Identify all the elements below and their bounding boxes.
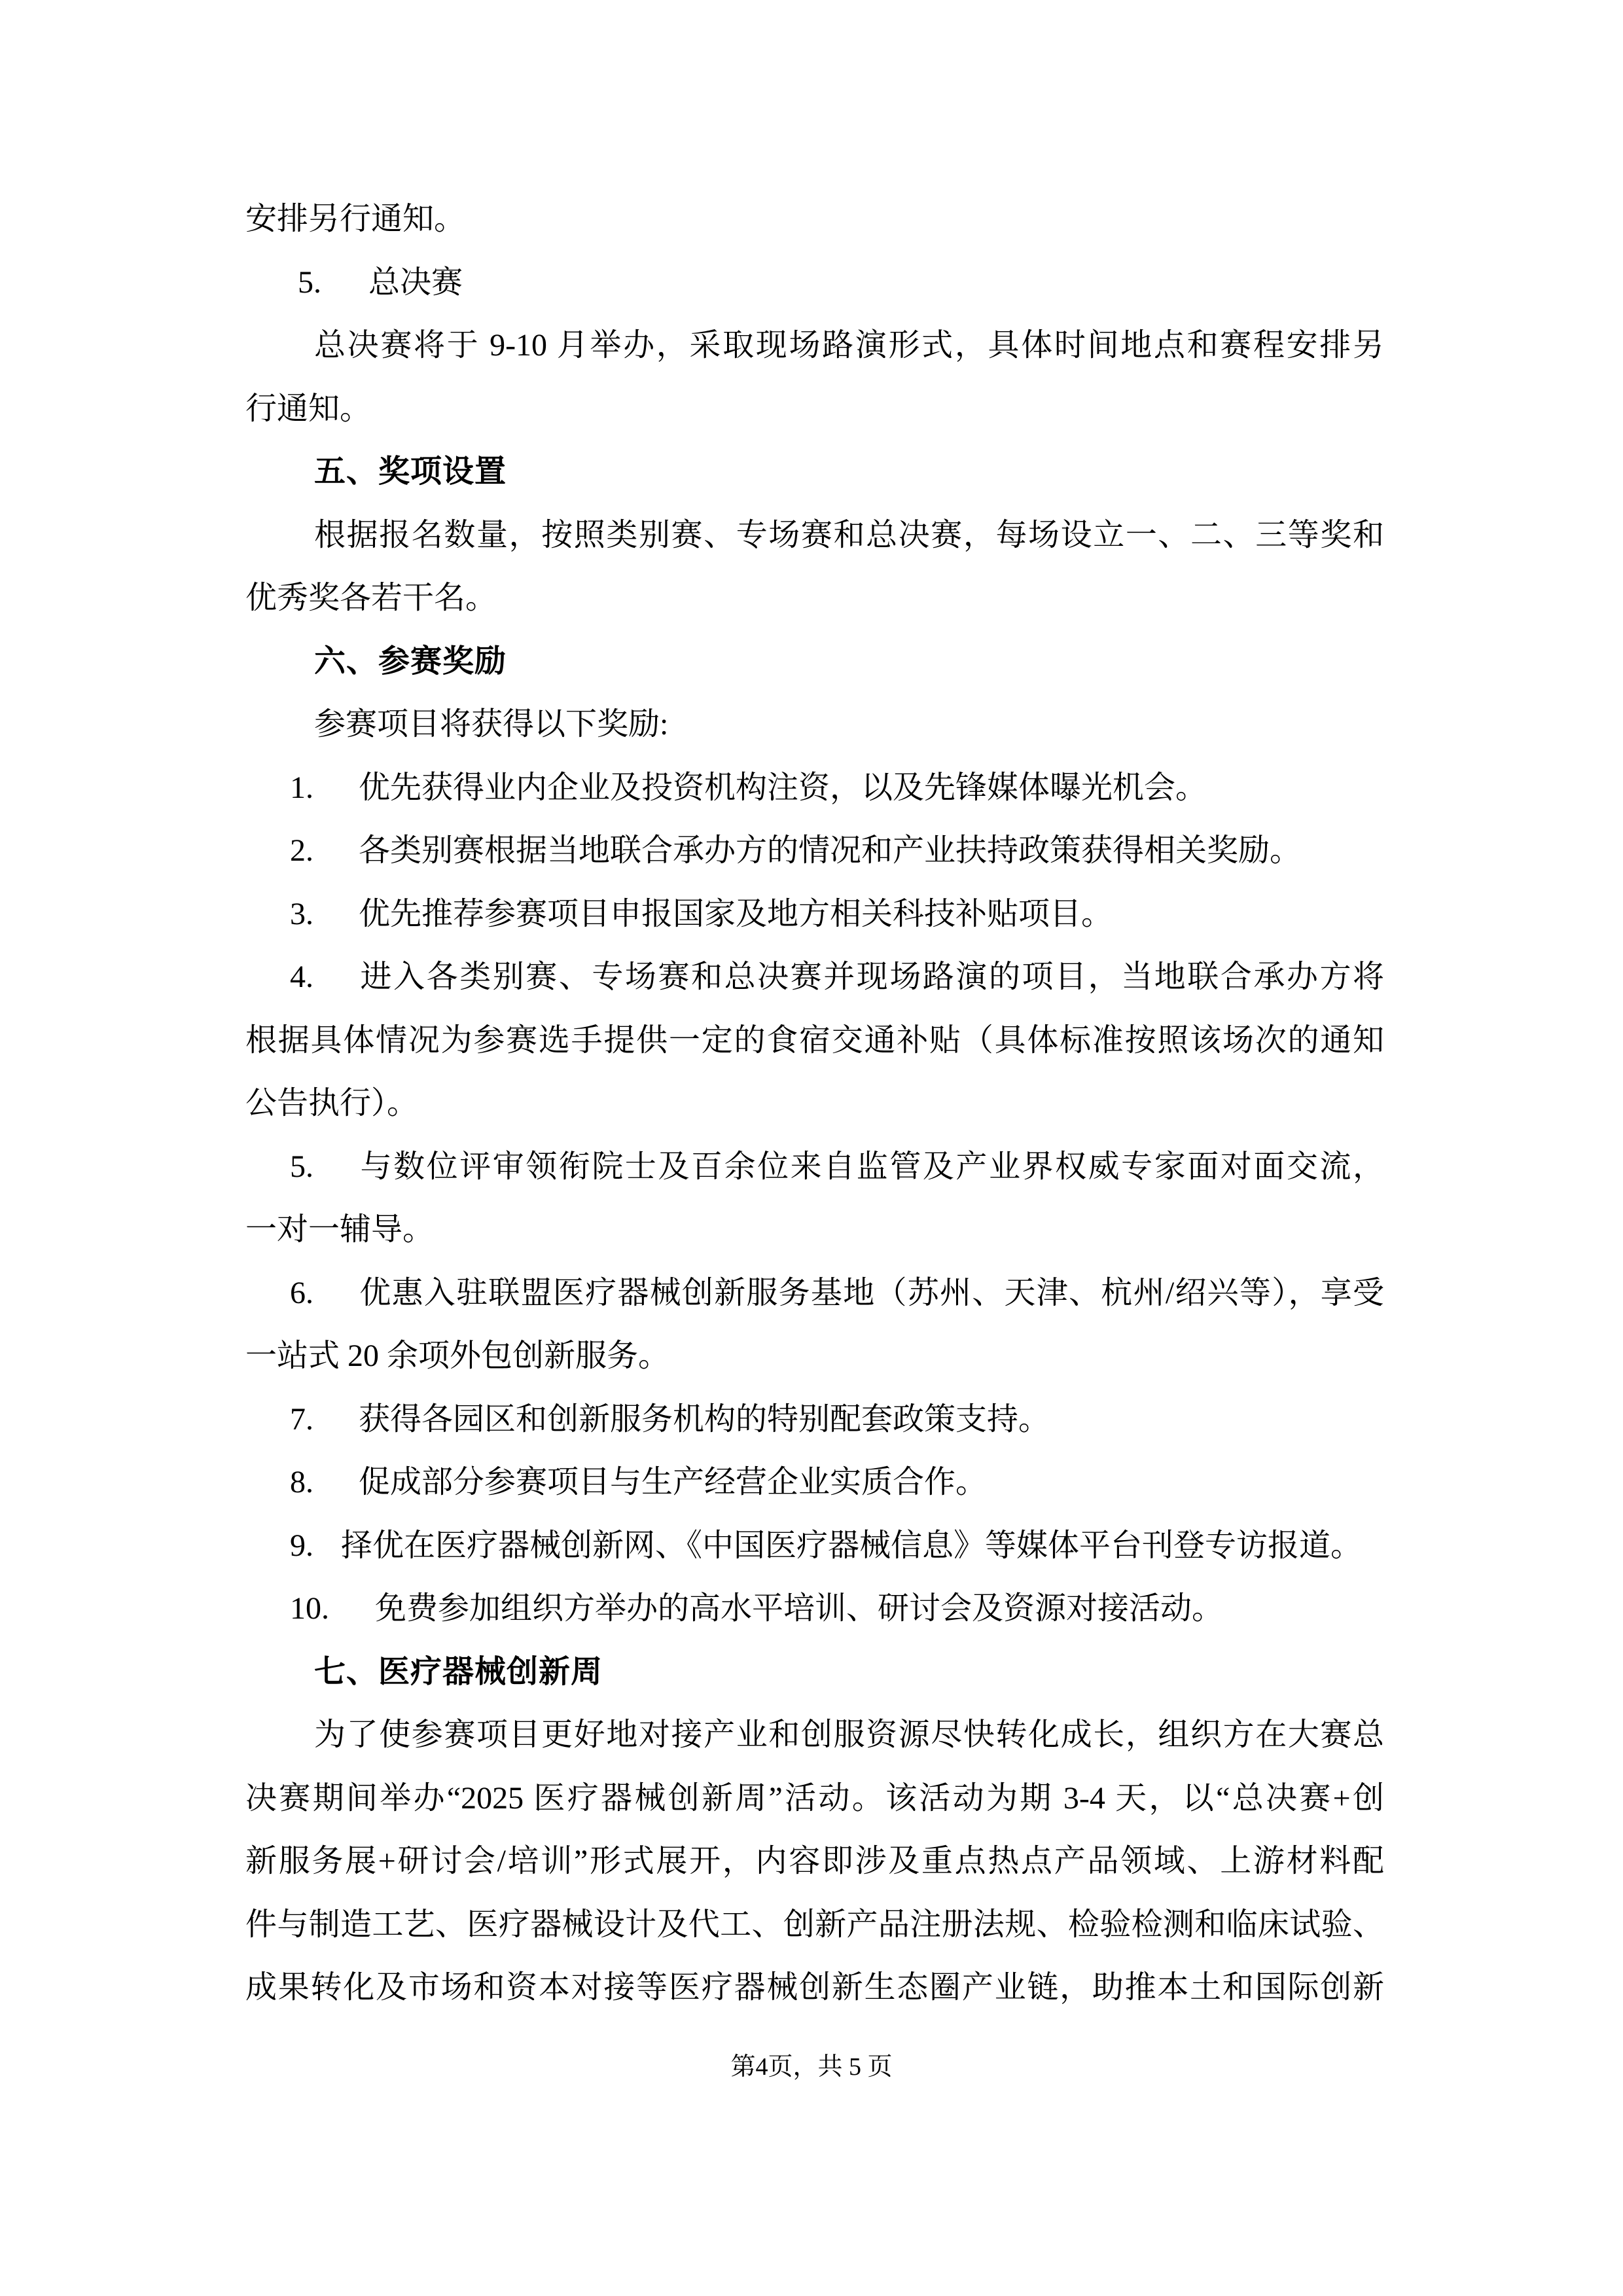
list-number: 6. [290, 1275, 313, 1310]
list-text: 优先推荐参赛项目申报国家及地方相关科技补贴项目。 [359, 896, 1113, 931]
list-text: 获得各园区和创新服务机构的特别配套政策支持。 [359, 1401, 1050, 1437]
list-item [245, 1515, 1384, 1578]
list-item [245, 819, 1384, 883]
list-number: 8. [290, 1465, 313, 1499]
list-item [245, 757, 1384, 820]
list-item [245, 1388, 1384, 1452]
list-number: 4. [290, 960, 313, 994]
paragraph-line: 新服务展+研讨会/培训”形式展开，内容即涉及重点热点产品领域、上游材料配 [245, 1844, 1384, 1878]
list-item [245, 1451, 1384, 1515]
list-item [245, 1577, 1384, 1641]
list-number: 2. [290, 833, 313, 868]
list-text: 促成部分参赛项目与生产经营企业实质合作。 [359, 1465, 988, 1499]
list-text: 优惠入驻联盟医疗器械创新服务基地（苏州、天津、杭州/绍兴等），享受 [359, 1275, 1384, 1310]
list-number: 5. [298, 264, 321, 300]
list-number: 10. [290, 1591, 329, 1626]
list-number: 5. [290, 1149, 313, 1184]
paragraph-line: 成果转化及市场和资本对接等医疗器械创新生态圈产业链，助推本土和国际创新 [245, 1970, 1384, 2005]
paragraph-line: 决赛期间举办“2025 医疗器械创新周”活动。该活动为期 3-4 天，以“总决赛+创 [245, 1780, 1384, 1816]
paragraph-line: 参赛项目将获得以下奖励: [314, 707, 669, 742]
list-text: 与数位评审领衔院士及百余位来自监管及产业界权威专家面对面交流， [359, 1149, 1384, 1184]
list-text: 免费参加组织方举办的高水平培训、研讨会及资源对接活动。 [375, 1591, 1224, 1626]
paragraph-line: 为了使参赛项目更好地对接产业和创服资源尽快转化成长，组织方在大赛总 [314, 1717, 1384, 1752]
paragraph-line: 根据报名数量，按照类别赛、专场赛和总决赛，每场设立一、二、三等奖和 [314, 517, 1384, 552]
paragraph-line: 一对一辅导。 [245, 1212, 435, 1247]
paragraph-line: 根据具体情况为参赛选手提供一定的食宿交通补贴（具体标准按照该场次的通知 [245, 1022, 1384, 1058]
paragraph-line: 安排另行通知。 [245, 202, 466, 236]
list-text: 择优在医疗器械创新网、《中国医疗器械信息》等媒体平台刊登专访报道。 [341, 1528, 1363, 1563]
list-text: 各类别赛根据当地联合承办方的情况和产业扶持政策获得相关奖励。 [359, 833, 1302, 868]
list-number: 3. [290, 896, 313, 931]
list-number: 7. [290, 1401, 313, 1437]
document-body [245, 188, 1384, 2020]
list-item [245, 883, 1384, 946]
list-item [245, 1262, 1384, 1325]
paragraph-line: 公告执行）。 [245, 1086, 419, 1121]
section-heading: 七、医疗器械创新周 [314, 1654, 603, 1689]
page-footer [0, 2051, 1623, 2083]
list-text: 进入各类别赛、专场赛和总决赛并现场路演的项目，当地联合承办方将 [359, 960, 1384, 994]
list-item [245, 946, 1384, 1009]
list-text: 总决赛 [368, 264, 463, 300]
paragraph-line: 件与制造工艺、医疗器械设计及代工、创新产品注册法规、检验检测和临床试验、 [245, 1907, 1384, 1942]
list-number: 1. [290, 770, 313, 805]
list-item [245, 1136, 1384, 1199]
paragraph-line: 行通知。 [245, 391, 372, 426]
list-text: 优先获得业内企业及投资机构注资，以及先锋媒体曝光机会。 [359, 770, 1207, 805]
list-item [245, 251, 1384, 315]
page-number-text: 第4页，共 5 页 [730, 2053, 893, 2081]
list-number: 9. [290, 1528, 313, 1563]
paragraph-line: 优秀奖各若干名。 [245, 581, 497, 615]
section-heading: 五、奖项设置 [314, 454, 507, 489]
paragraph-line: 总决赛将于 9-10 月举办，采取现场路演形式，具体时间地点和赛程安排另 [314, 328, 1384, 363]
section-heading: 六、参赛奖励 [314, 643, 507, 679]
paragraph-line: 一站式 20 余项外包创新服务。 [245, 1338, 670, 1373]
